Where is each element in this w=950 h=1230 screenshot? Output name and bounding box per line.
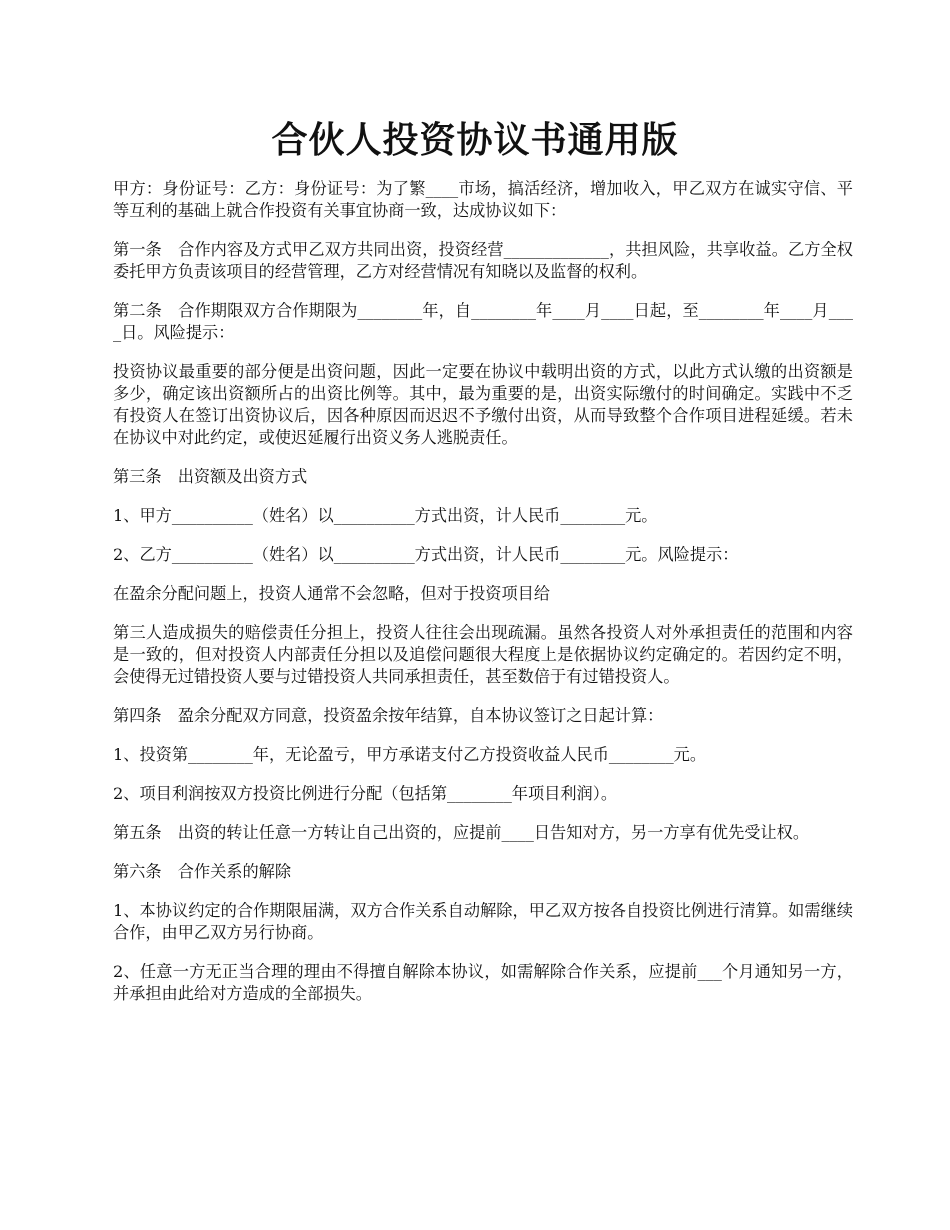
document-title: 合伙人投资协议书通用版 xyxy=(271,119,679,161)
paragraph-article-5: 第五条 出资的转让任意一方转让自己出资的，应提前____日告知对方，另一方享有优先受让权。 xyxy=(113,823,810,842)
paragraph-article-4-item-2: 2、项目利润按双方投资比例进行分配（包括第________年项目利润）。 xyxy=(113,784,618,803)
paragraph-article-6-heading: 第六条 合作关系的解除 xyxy=(113,862,292,881)
document-body xyxy=(113,178,853,1022)
paragraph-article-3-item-2: 2、乙方__________（姓名）以__________方式出资，计人民币________元。风险提示： xyxy=(113,545,739,564)
paragraph-article-6-item-1: 1、本协议约定的合作期限届满，双方合作关系自动解除，甲乙双方按各自投资比例进行清算。如需继续合作，由甲乙双方另行协商。 xyxy=(113,901,853,942)
paragraph-article-3-heading: 第三条 出资额及出资方式 xyxy=(113,467,308,486)
paragraph-article-1: 第一条 合作内容及方式甲乙双方共同出资，投资经营_____________，共担风险，共享收益。乙方全权委托甲方负责该项目的经营管理，乙方对经营情况有知晓以及监督的权利。 xyxy=(113,240,853,281)
paragraph-article-3-item-1: 1、甲方__________（姓名）以__________方式出资，计人民币________元。 xyxy=(113,506,658,525)
paragraph-article-4-item-1: 1、投资第________年，无论盈亏，甲方承诺支付乙方投资收益人民币________元。 xyxy=(113,745,707,764)
paragraph-article-4: 第四条 盈余分配双方同意，投资盈余按年结算，自本协议签订之日起计算： xyxy=(113,706,664,725)
paragraph-risk-note-2a: 在盈余分配问题上，投资人通常不会忽略，但对于投资项目给 xyxy=(113,584,551,603)
paragraph-risk-note-1: 投资协议最重要的部分便是出资问题，因此一定要在协议中载明出资的方式，以此方式认缴的出资额是多少，确定该出资额所占的出资比例等。其中，最为重要的是，出资实际缴付的时间确定。实践中不乏有投资人在签订出资协议后，因各种原因而迟迟不予缴付出资，从而导致整个合作项目进程延缓。若未在协议中对此约定，或使迟延履行出资义务人逃脱责任。 xyxy=(113,362,853,447)
paragraph-article-2: 第二条 合作期限双方合作期限为________年，自________年____月____日起，至________年____月____日。风险提示： xyxy=(113,301,853,342)
paragraph-article-6-item-2: 2、任意一方无正当合理的理由不得擅自解除本协议，如需解除合作关系，应提前___个月通知另一方，并承担由此给对方造成的全部损失。 xyxy=(113,962,853,1003)
paragraph-risk-note-2b: 第三人造成损失的赔偿责任分担上，投资人往往会出现疏漏。虽然各投资人对外承担责任的范围和内容是一致的，但对投资人内部责任分担以及追偿问题很大程度上是依据协议约定确定的。若因约定不明，会使得无过错投资人要与过错投资人共同承担责任，甚至数倍于有过错投资人。 xyxy=(113,623,853,686)
paragraph-preamble: 甲方：身份证号：乙方：身份证号：为了繁____市场，搞活经济，增加收入，甲乙双方在诚实守信、平等互利的基础上就合作投资有关事宜协商一致，达成协议如下： xyxy=(113,179,853,220)
